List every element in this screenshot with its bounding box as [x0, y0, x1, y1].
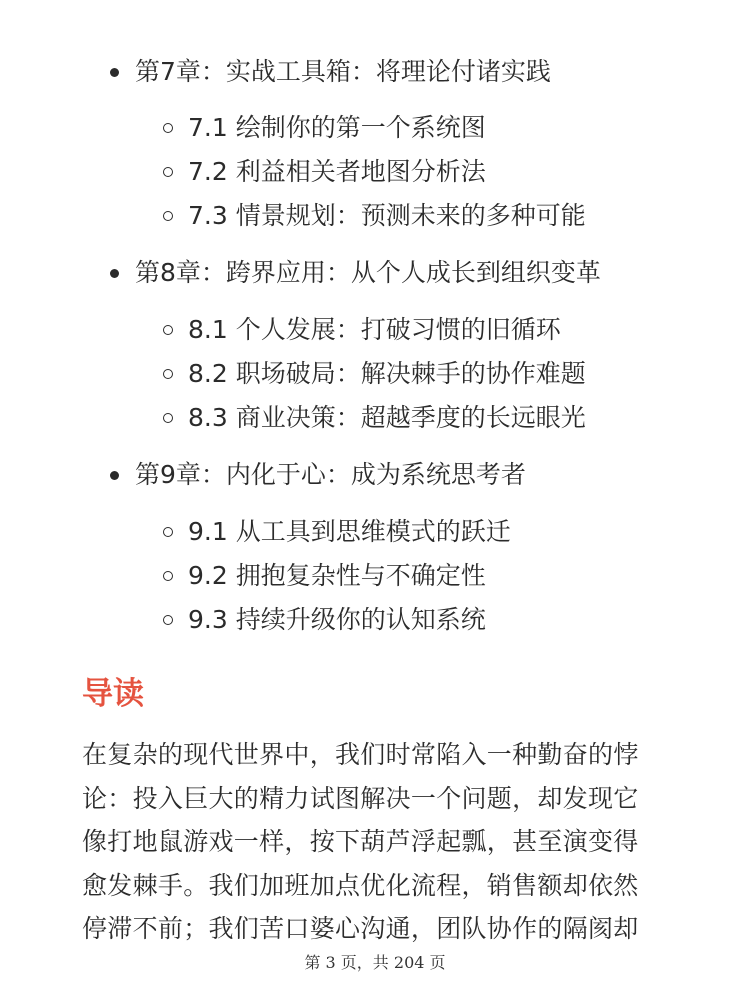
toc-section-7-3: [163, 198, 586, 234]
toc-section-8-1: [163, 312, 561, 348]
toc-section-7-2: [163, 154, 486, 190]
section-title: 8.1 个人发展：打破习惯的旧循环: [188, 315, 561, 344]
section-title: 7.1 绘制你的第一个系统图: [188, 113, 486, 142]
section-title: 8.3 商业决策：超越季度的长远眼光: [188, 403, 586, 432]
paragraph-line: 像打地鼠游戏一样，按下葫芦浮起瓢，甚至演变得: [82, 827, 639, 856]
section-title: 8.2 职场破局：解决棘手的协作难题: [188, 359, 586, 388]
section-title: 9.2 拥抱复杂性与不确定性: [188, 561, 486, 590]
toc-section-9-3: [163, 602, 486, 638]
intro-heading: 导读: [82, 676, 144, 712]
section-title: 9.3 持续升级你的认知系统: [188, 605, 486, 634]
bullet-dot-icon: [110, 68, 119, 77]
paragraph-line: 愈发棘手。我们加班加点优化流程，销售额却依然: [82, 870, 639, 900]
paragraph-line: 论：投入巨大的精力试图解决一个问题，却发现它: [82, 783, 639, 813]
section-title: 9.1 从工具到思维模式的跃迁: [188, 517, 511, 546]
chapter-title: 第8章：跨界应用：从个人成长到组织变革: [135, 258, 601, 287]
bullet-circle-icon: [163, 615, 173, 625]
paragraph-line: 停滞不前；我们苦口婆心沟通，团队协作的隔阂却: [82, 914, 639, 943]
toc-chapter-7: [110, 54, 551, 90]
section-title: 7.2 利益相关者地图分析法: [188, 157, 486, 186]
toc-section-9-2: [163, 558, 486, 594]
toc-section-9-1: [163, 514, 511, 550]
bullet-circle-icon: [163, 413, 173, 423]
bullet-circle-icon: [163, 527, 173, 537]
bullet-circle-icon: [163, 211, 173, 221]
toc-section-8-2: [163, 356, 586, 392]
bullet-dot-icon: [110, 269, 119, 278]
bullet-dot-icon: [110, 471, 119, 480]
section-title: 7.3 情景规划：预测未来的多种可能: [188, 201, 586, 230]
bullet-circle-icon: [163, 571, 173, 581]
bullet-circle-icon: [163, 325, 173, 335]
bullet-circle-icon: [163, 123, 173, 133]
chapter-title: 第7章：实战工具箱：将理论付诸实践: [135, 57, 551, 86]
bullet-circle-icon: [163, 369, 173, 379]
bullet-circle-icon: [163, 167, 173, 177]
chapter-title: 第9章：内化于心：成为系统思考者: [135, 460, 526, 489]
intro-paragraph: [82, 733, 672, 951]
toc-section-7-1: [163, 110, 486, 146]
toc-section-8-3: [163, 400, 586, 436]
paragraph-line: 在复杂的现代世界中，我们时常陷入一种勤奋的悖: [82, 740, 639, 769]
page-number: 第 3 页，共 204 页: [304, 953, 446, 972]
toc-chapter-8: [110, 255, 601, 291]
toc-chapter-9: [110, 457, 526, 493]
